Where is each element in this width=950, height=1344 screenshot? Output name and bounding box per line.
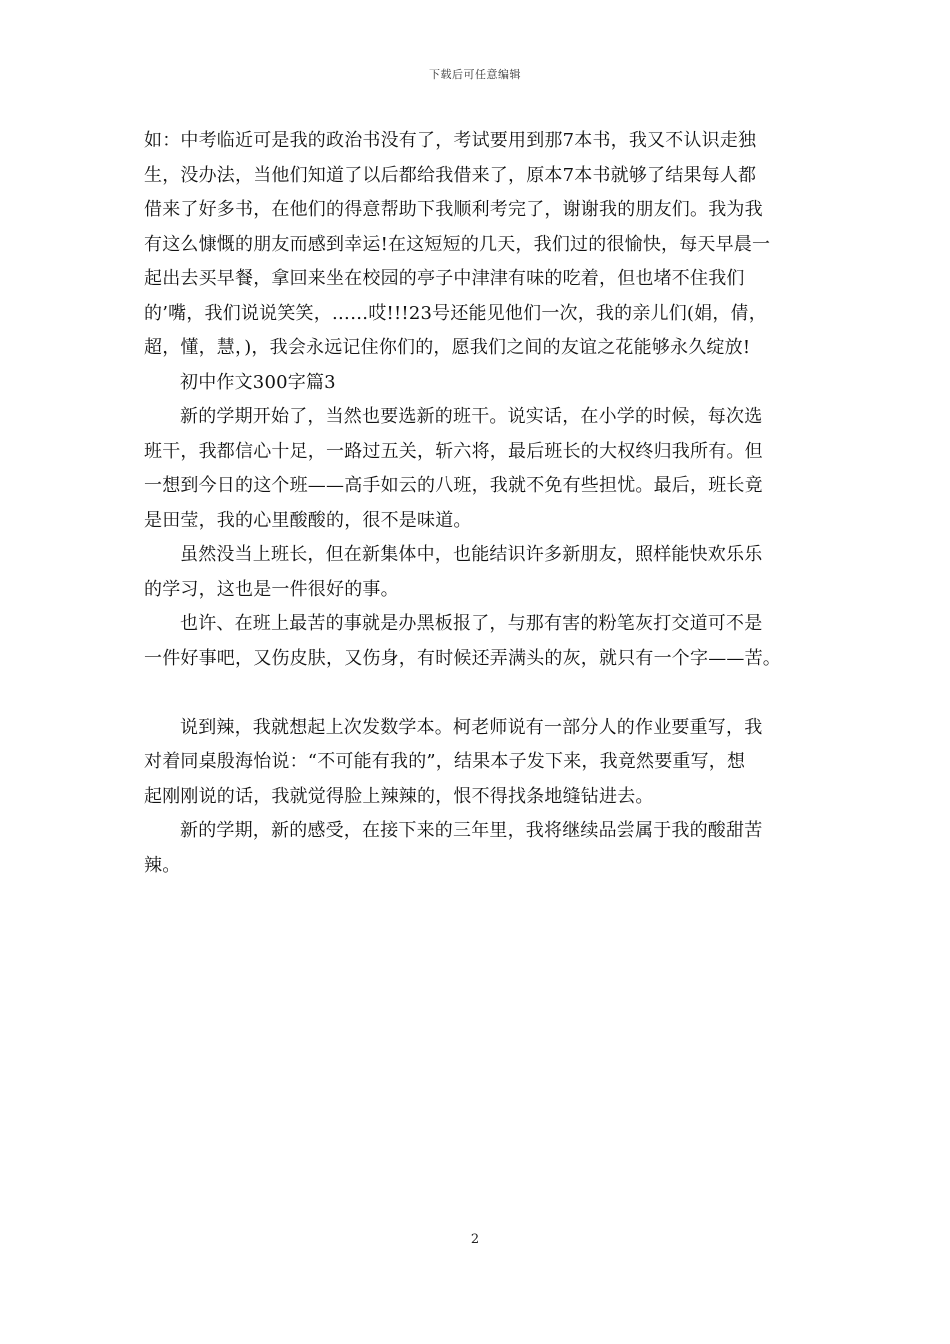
text-line: 一想到今日的这个班——高手如云的八班，我就不免有些担忧。最后，班长竟 <box>144 475 763 496</box>
text-line: 新的学期开始了，当然也要选新的班干。说实话，在小学的时候，每次选 <box>180 406 763 427</box>
text-line: 起出去买早餐，拿回来坐在校园的亭子中津津有味的吃着，但也堵不住我们 <box>144 268 745 289</box>
text-line: 起刚刚说的话，我就觉得脸上辣辣的，恨不得找条地缝钻进去。 <box>144 785 654 807</box>
text-line: 新的学期，新的感受，在接下来的三年里，我将继续品尝属于我的酸甜苦 <box>180 820 763 841</box>
text-line: 也许、在班上最苦的事就是办黑板报了，与那有害的粉笔灰打交道可不是 <box>180 613 763 634</box>
text-line: 的学习，这也是一件很好的事。 <box>144 578 399 600</box>
page-number: 2 <box>470 1232 480 1247</box>
text-line: 是田莹，我的心里酸酸的，很不是味道。 <box>144 509 472 531</box>
text-line: 班干，我都信心十足，一路过五关，斩六将，最后班长的大权终归我所有。但 <box>144 440 763 462</box>
text-line: 的’嘴，我们说说笑笑，……哎!!!23号还能见他们一次，我的亲儿们(娟，倩， <box>144 302 767 324</box>
text-line: 初中作文300字篇3 <box>180 371 336 393</box>
text-line: 生，没办法，当他们知道了以后都给我借来了，原本7本书就够了结果每人都 <box>144 164 757 186</box>
text-line: 一件好事吧，又伤皮肤，又伤身，有时候还弄满头的灰，就只有一个字——苦。 <box>144 647 781 669</box>
text-line: 有这么慷慨的朋友而感到幸运!在这短短的几天，我们过的很愉快，每天早晨一 <box>144 233 771 255</box>
text-line: 如：中考临近可是我的政治书没有了，考试要用到那7本书，我又不认识走独 <box>144 130 757 151</box>
text-line: 借来了好多书，在他们的得意帮助下我顺利考完了，谢谢我的朋友们。我为我 <box>144 199 763 220</box>
page-header: 下载后可任意编辑 <box>429 68 521 81</box>
text-line: 对着同桌殷海怡说：“不可能有我的”，结果本子发下来，我竟然要重写，想 <box>144 751 746 772</box>
text-line: 辣。 <box>144 854 181 876</box>
text-line: 虽然没当上班长，但在新集体中，也能结识许多新朋友，照样能快欢乐乐 <box>180 544 763 565</box>
text-line: 超，懂，慧，)，我会永远记住你们的，愿我们之间的友谊之花能够永久绽放! <box>144 337 751 358</box>
text-line: 说到辣，我就想起上次发数学本。柯老师说有一部分人的作业要重写，我 <box>180 716 763 738</box>
blank-line <box>144 676 816 711</box>
document-body <box>144 124 816 883</box>
